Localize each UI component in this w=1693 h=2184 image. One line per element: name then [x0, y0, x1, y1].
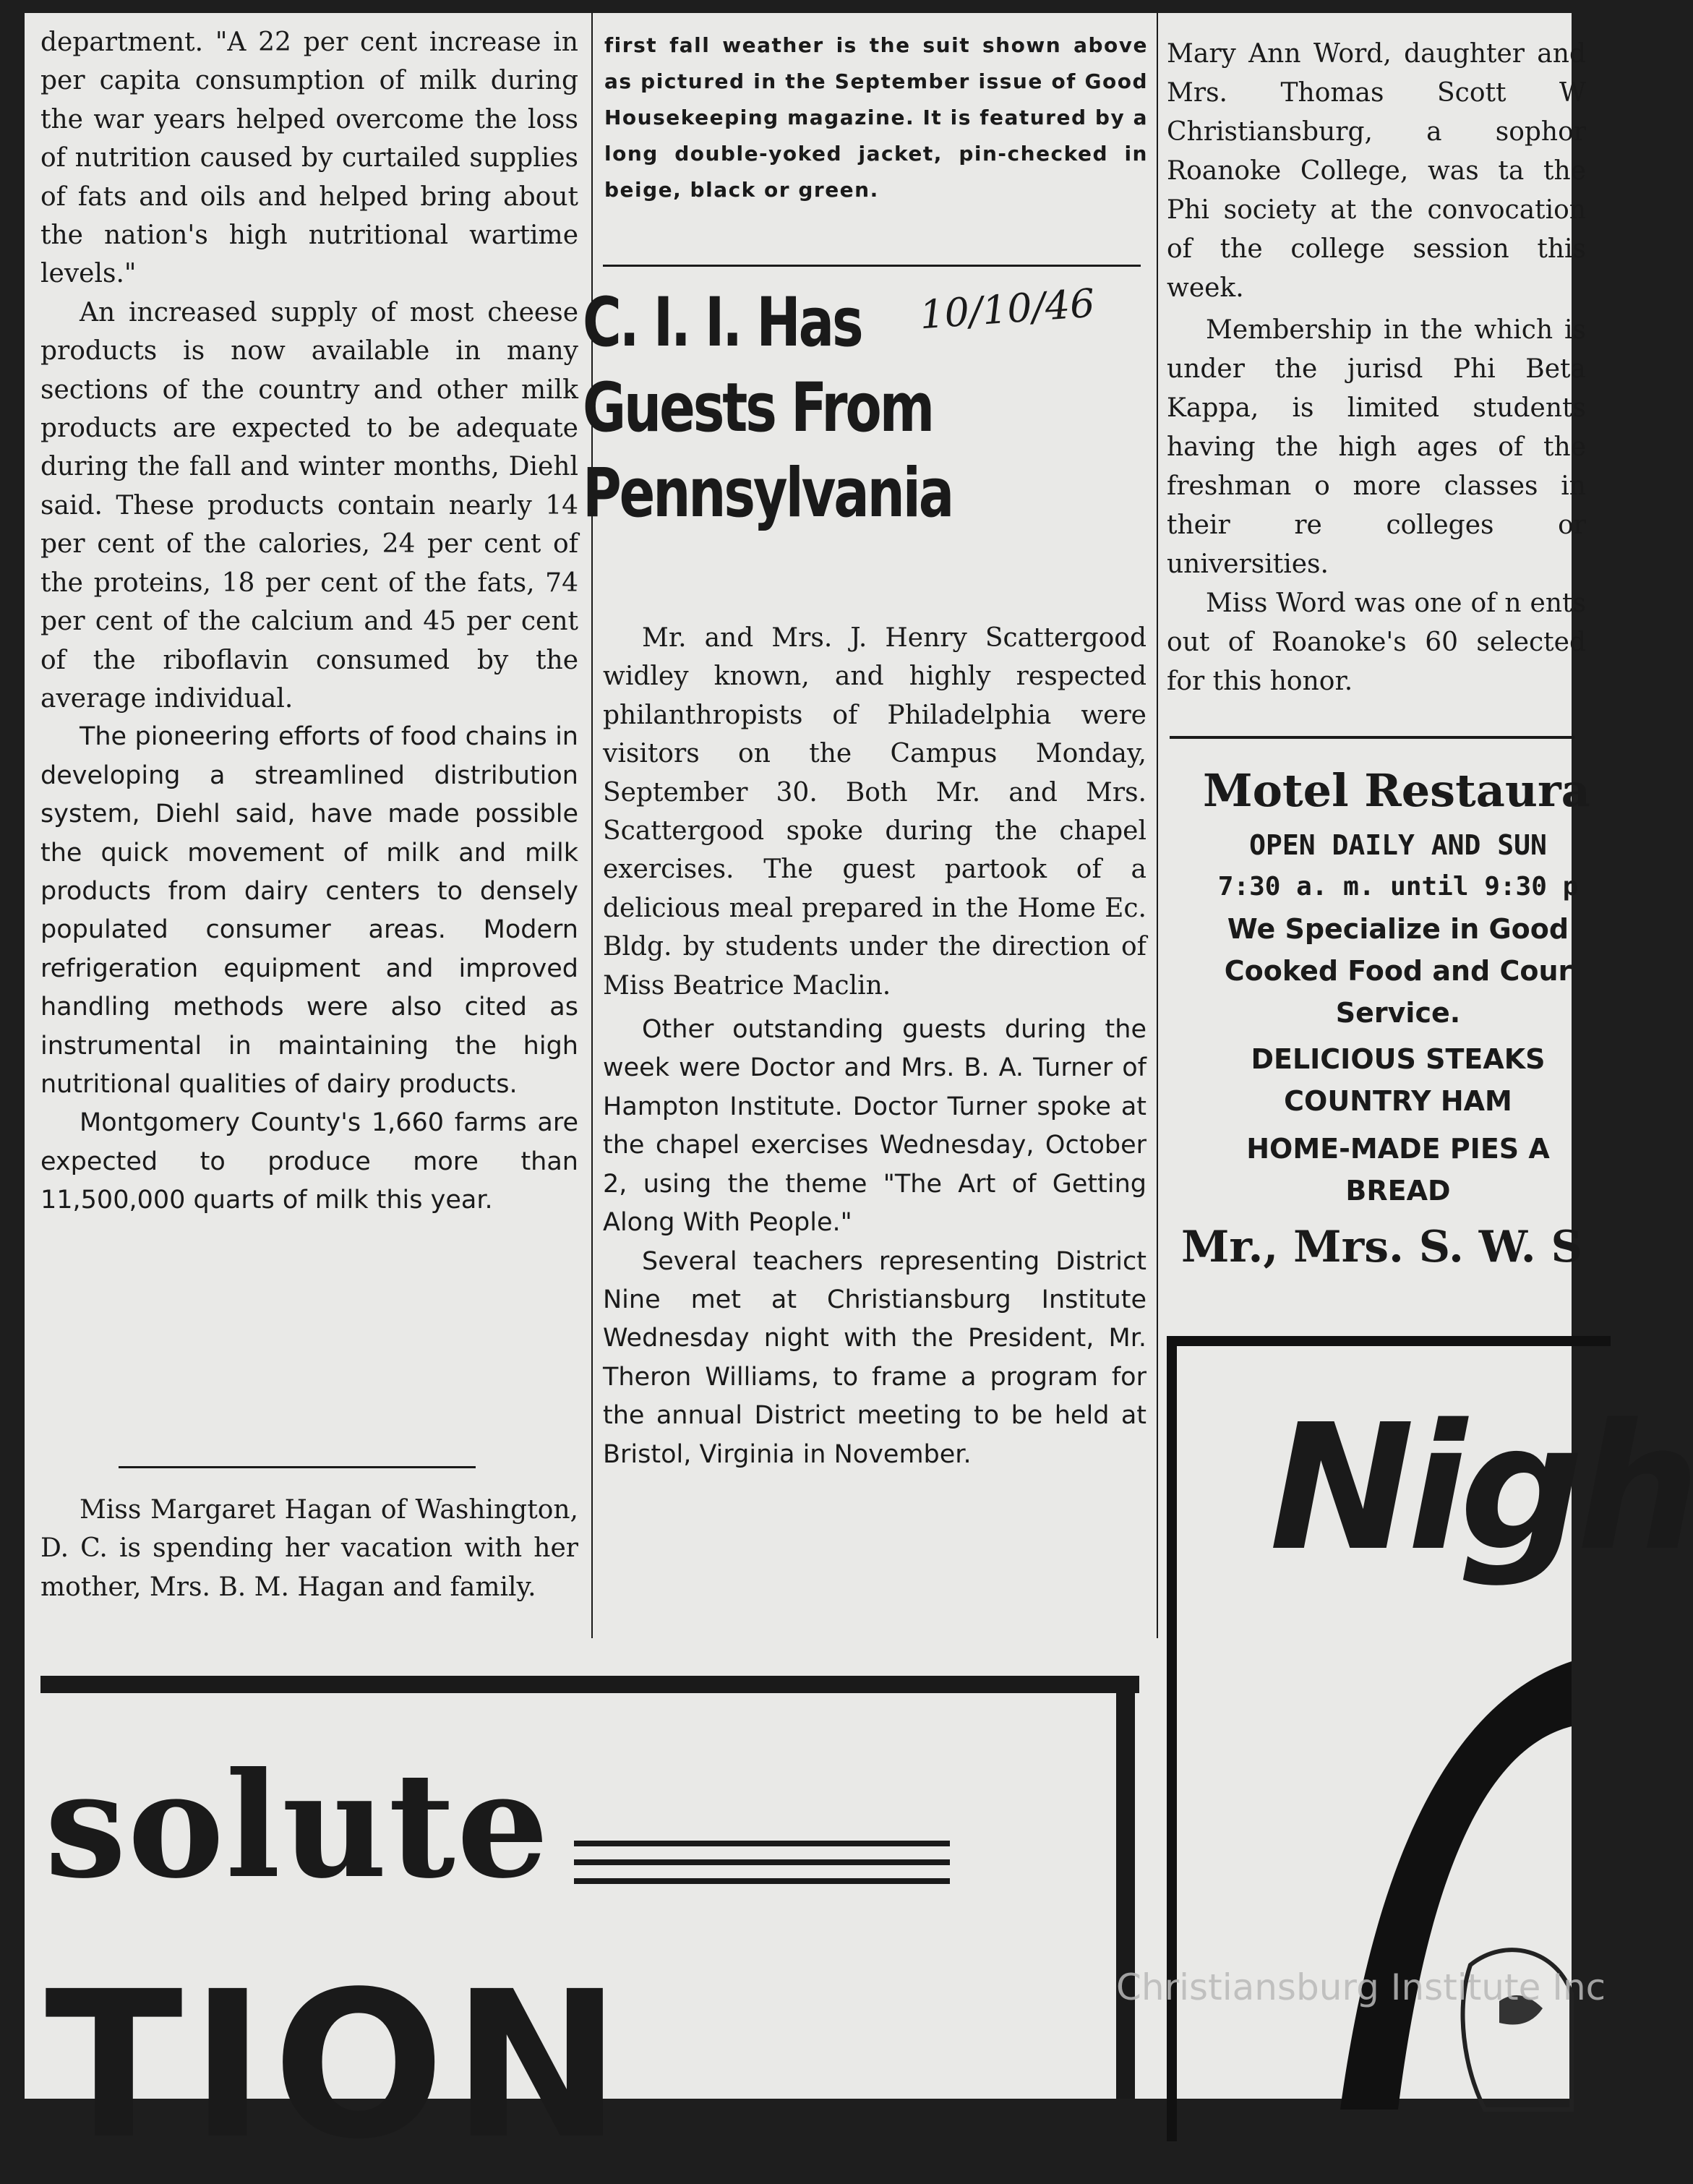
- left-brief-divider: [119, 1466, 476, 1468]
- left-article-paragraph: Montgomery County's 1,660 farms are expected to produce more than 11,500,000 quarts of milk this year.: [40, 1108, 578, 1215]
- ad-hours-line: 7:30 a. m. until 9:30 p: [1217, 872, 1579, 902]
- ad-menu-line: COUNTRY HAM: [1284, 1085, 1512, 1117]
- left-article-paragraph: The pioneering efforts of food chains in developing a streamlined distribution system, Diehl said, have made possible the quick movement of milk and milk products from dairy centers to densely populated consumer areas. Modern refrigeration equipment and improved handling methods were also cited as instrumental in maintaining the high nutritional qualities of dairy products.: [40, 722, 578, 1099]
- archive-watermark: Christiansburg Institute Inc: [1116, 1966, 1606, 2008]
- bottom-ad-word: solute: [45, 1741, 551, 1911]
- left-article-column: [40, 23, 578, 1220]
- bottom-ad-stripe: [574, 1841, 950, 1846]
- caption-divider: [603, 265, 1141, 267]
- bottom-ad-right-rule: [1116, 1676, 1135, 2099]
- bottom-ad-stripe: [574, 1859, 950, 1865]
- right-article-column: [1167, 35, 1586, 701]
- ad-owner: Mr., Mrs. S. W. S: [1181, 1222, 1582, 1272]
- ad-specialty-line: Service.: [1335, 997, 1461, 1029]
- restaurant-name: Motel Restaura: [1203, 764, 1590, 817]
- bottom-ad-stripe: [574, 1878, 950, 1884]
- article-headline: [583, 281, 952, 536]
- middle-article-paragraph: Several teachers representing District Nine met at Christiansburg Institute Wednesday night with the President, Mr. Theron Williams, to frame a program for the annual District meeting to be held at Bristol, Virginia in November.: [603, 1246, 1146, 1469]
- bottom-ad-top-rule: [40, 1676, 1139, 1693]
- middle-article-column: [603, 619, 1146, 1474]
- ad-illustration: [1340, 1661, 1572, 2110]
- headline-line: C. I. I. Has: [583, 283, 862, 362]
- left-article-paragraph: department. "A 22 per cent increase in per capita consumption of milk during the war years helped overcome the loss of nutrition caused by curtailed supplies of fats and oils and helped bring about the nation's high nutritional wartime levels.": [40, 27, 578, 289]
- left-brief-text: Miss Margaret Hagan of Washington, D. C. is spending her vacation with her mother, Mrs. B. M. Hagan and family.: [40, 1495, 578, 1602]
- right-article-paragraph: Membership in the which is under the jurisd Phi Beta Kappa, is limited students having the high ages of the freshman o more classes in their re colleges or universities.: [1167, 315, 1586, 579]
- ad-menu-line: DELICIOUS STEAKS: [1251, 1043, 1546, 1075]
- left-brief: [40, 1491, 578, 1606]
- restaurant-advertisement: [1181, 758, 1615, 1278]
- bottom-right-ad-word: Nigh: [1269, 1387, 1693, 1589]
- headline-line: Guests From: [583, 369, 933, 447]
- middle-article-paragraph: Other outstanding guests during the week were Doctor and Mrs. B. A. Turner of Hampton Institute. Doctor Turner spoke at the chapel exercises Wednesday, October 2, using the theme "The Art of Getting Along With People.": [603, 1015, 1146, 1238]
- left-article-paragraph: An increased supply of most cheese products is now available in many sections of the country and other milk products are expected to be adequate during the fall and winter months, Diehl said. These products contain nearly 14 per cent of the calories, 24 per cent of the proteins, 18 per cent of the fats, 74 per cent of the calcium and 45 per cent of the riboflavin consumed by the average individual.: [40, 297, 578, 714]
- newspaper-clipping: [25, 13, 1693, 2184]
- ad-hours-line: OPEN DAILY AND SUN: [1249, 829, 1547, 861]
- column-divider: [591, 13, 593, 1638]
- right-article-paragraph: Miss Word was one of n ents out of Roanoke's 60 selected for this honor.: [1167, 588, 1586, 696]
- right-article-paragraph: Mary Ann Word, daughter and Mrs. Thomas Scott W Christiansburg, a sophor Roanoke College, was ta the Phi society at the convocation of the college session this week.: [1167, 39, 1586, 303]
- headline-line: Pennsylvania: [583, 454, 953, 533]
- ad-specialty-line: Cooked Food and Cour: [1224, 955, 1572, 987]
- photo-caption: first fall weather is the suit shown above as pictured in the September issue of Good Housekeeping magazine. It is featured by a long double-yoked jacket, pin-checked in beige, black or green.: [604, 33, 1148, 202]
- column-divider: [1157, 13, 1158, 1638]
- ad-menu-line: HOME-MADE PIES A: [1246, 1133, 1550, 1165]
- bottom-ad-word: TION: [45, 1948, 629, 2184]
- ad-menu-line: BREAD: [1345, 1175, 1451, 1207]
- middle-article-paragraph: Mr. and Mrs. J. Henry Scattergood widley known, and highly respected philanthropists of Philadelphia were visitors on the Campus Monday, September 30. Both Mr. and Mrs. Scattergood spoke during the chapel exercises. The guest partook of a delicious meal prepared in the Home Ec. Bldg. by students under the direction of Miss Beatrice Maclin.: [603, 623, 1146, 1001]
- ad-top-rule: [1170, 736, 1574, 739]
- handwritten-date: 10/10/46: [918, 280, 1097, 338]
- ad-specialty-line: We Specialize in Good: [1227, 913, 1569, 945]
